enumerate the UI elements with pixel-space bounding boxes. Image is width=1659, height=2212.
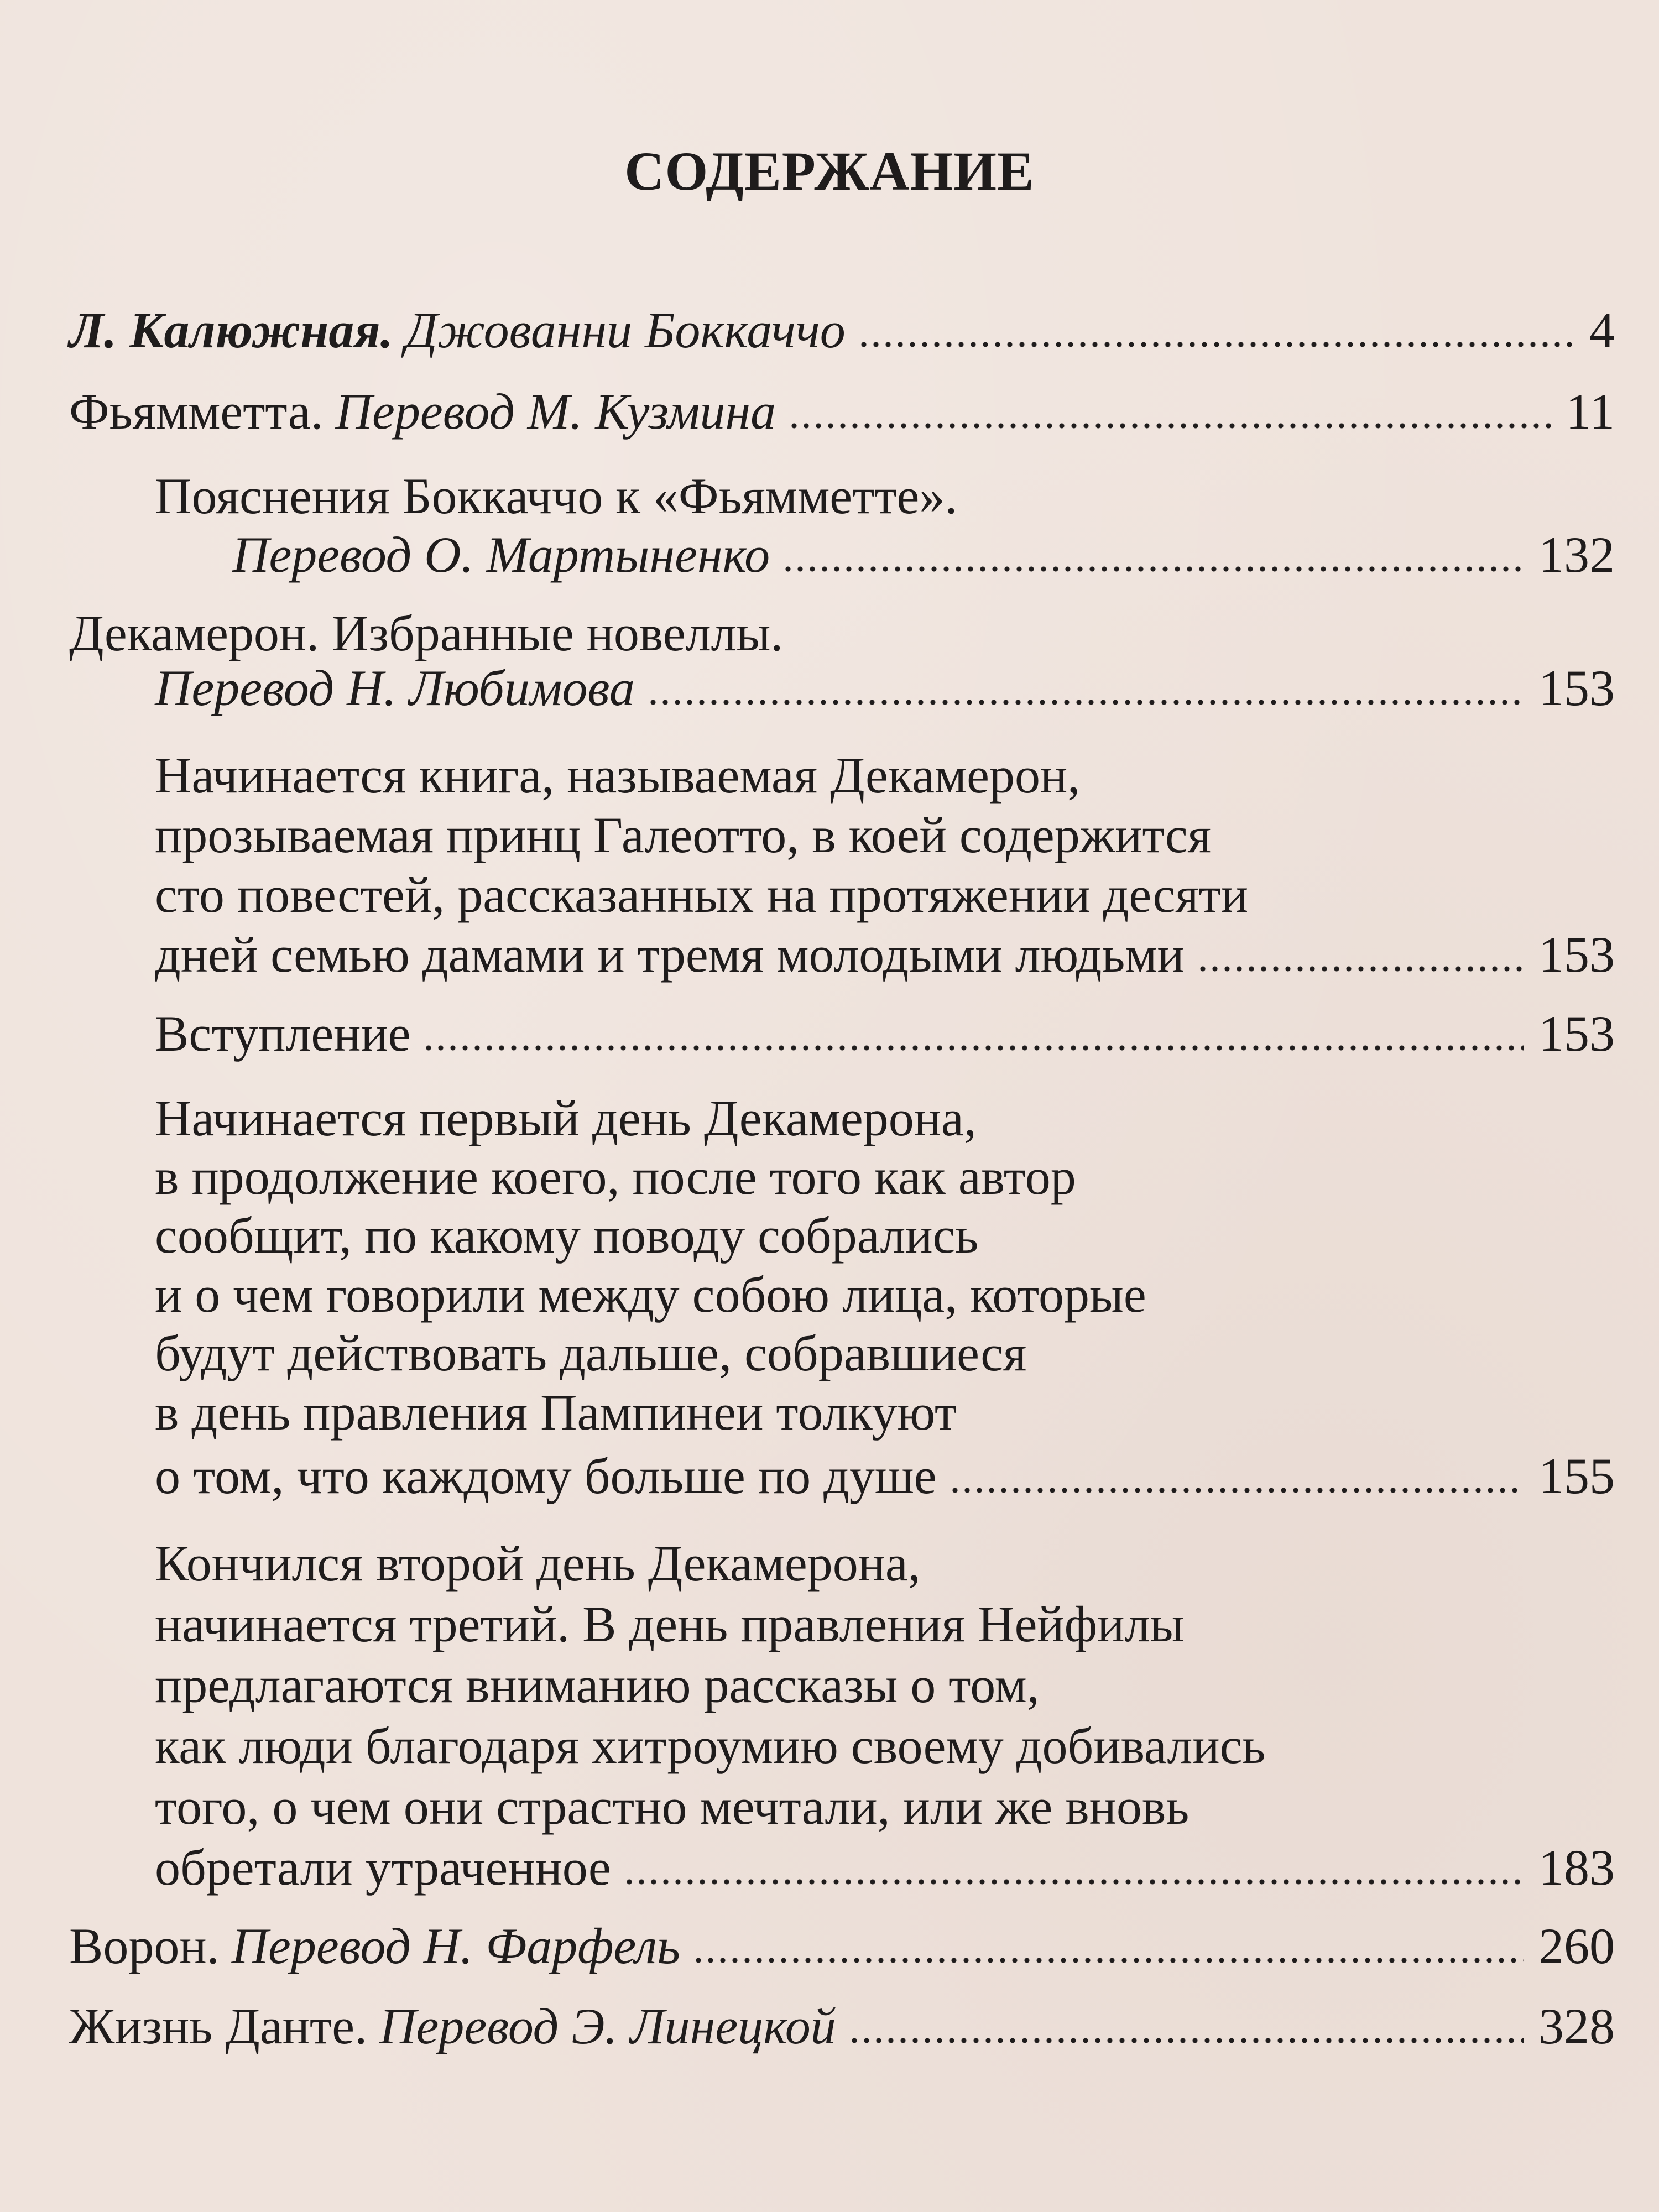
toc-entry-line: того, о чем они страстно мечтали, или же вновь — [155, 1778, 1190, 1835]
page-title: СОДЕРЖАНИЕ — [624, 140, 1035, 202]
toc-page-number: 260 — [1538, 1918, 1615, 1974]
dot-leader — [623, 1879, 1524, 1885]
toc-entry-line: о том, что каждому больше по душе — [155, 1448, 937, 1504]
dot-leader — [422, 1045, 1524, 1051]
toc-translation: Перевод Н. Любимова — [155, 660, 635, 716]
toc-entry-line: в день правления Пампинеи толкуют — [155, 1384, 957, 1441]
toc-entry-line: и о чем говорили между собою лица, которые — [155, 1266, 1146, 1323]
toc-entry-line: в продолжение коего, после того как автор — [155, 1149, 1076, 1205]
toc-page-number: 153 — [1538, 1005, 1615, 1062]
toc-work-title: Фьямметта. — [69, 383, 324, 440]
toc-entry — [69, 298, 1615, 363]
toc-entry-line: как люди благодаря хитроумию своему добивались — [155, 1718, 1266, 1774]
toc-translation: Перевод Н. Фарфель — [231, 1918, 681, 1974]
toc-entry — [155, 1835, 1615, 1900]
toc-entry-line: Начинается первый день Декамерона, — [155, 1090, 977, 1146]
toc-entry-line: прозываемая принц Галеотто, в коей содержится — [155, 807, 1211, 863]
dot-leader — [949, 1488, 1524, 1493]
toc-translation: Перевод О. Мартыненко — [232, 526, 770, 583]
toc-entry-line: обретали утраченное — [155, 1839, 611, 1896]
toc-entry-line: дней семью дамами и тремя молодыми людьми — [155, 926, 1185, 983]
dot-leader — [788, 423, 1551, 429]
toc-work-title: Вступление — [155, 1005, 411, 1062]
dot-leader — [782, 566, 1524, 572]
toc-entry — [155, 655, 1615, 721]
toc-entry-line: Кончился второй день Декамерона, — [155, 1535, 921, 1592]
toc-translation: Перевод Э. Линецкой — [379, 1998, 836, 2054]
toc-entry-line: Начинается книга, называемая Декамерон, — [155, 747, 1081, 804]
dot-leader — [647, 700, 1524, 705]
toc-entry — [69, 379, 1615, 444]
dot-leader — [858, 342, 1575, 347]
toc-translation: Перевод М. Кузмина — [335, 383, 776, 440]
toc-entry — [232, 522, 1615, 587]
toc-entry — [155, 922, 1615, 987]
toc-page-number: 11 — [1566, 383, 1615, 440]
toc-author: Л. Калюжная. — [69, 302, 393, 358]
toc-entry-line: предлагаются вниманию рассказы о том, — [155, 1657, 1040, 1713]
toc-work-title: Жизнь Данте. — [69, 1998, 368, 2054]
toc-entry-line: будут действовать дальше, собравшиеся — [155, 1325, 1027, 1381]
toc-work-title: Ворон. — [69, 1918, 220, 1974]
toc-entry — [155, 1001, 1615, 1066]
dot-leader — [692, 1958, 1524, 1963]
toc-entry — [155, 1443, 1615, 1509]
toc-page-number: 155 — [1538, 1448, 1615, 1504]
toc-entry-title: Декамерон. Избранные новеллы. — [69, 605, 784, 661]
toc-entry-line: сообщит, по какому поводу собрались — [155, 1207, 979, 1264]
toc-page-number: 183 — [1538, 1839, 1615, 1896]
toc-entry — [69, 1913, 1615, 1979]
toc-entry-title: Пояснения Боккаччо к «Фьямметте». — [155, 468, 958, 524]
toc-entry-line: начинается третий. В день правления Нейфилы — [155, 1596, 1185, 1652]
toc-page-number: 4 — [1589, 302, 1615, 358]
toc-work-title: Джованни Боккаччо — [405, 302, 846, 358]
toc-entry — [69, 1994, 1615, 2059]
toc-page-number: 328 — [1538, 1998, 1615, 2054]
toc-entry-line: сто повестей, рассказанных на протяжении десяти — [155, 867, 1249, 923]
toc-page-number: 132 — [1538, 526, 1615, 583]
dot-leader — [1197, 966, 1524, 972]
dot-leader — [848, 2038, 1524, 2043]
toc-page-number: 153 — [1538, 926, 1615, 983]
toc-page-number: 153 — [1538, 660, 1615, 716]
